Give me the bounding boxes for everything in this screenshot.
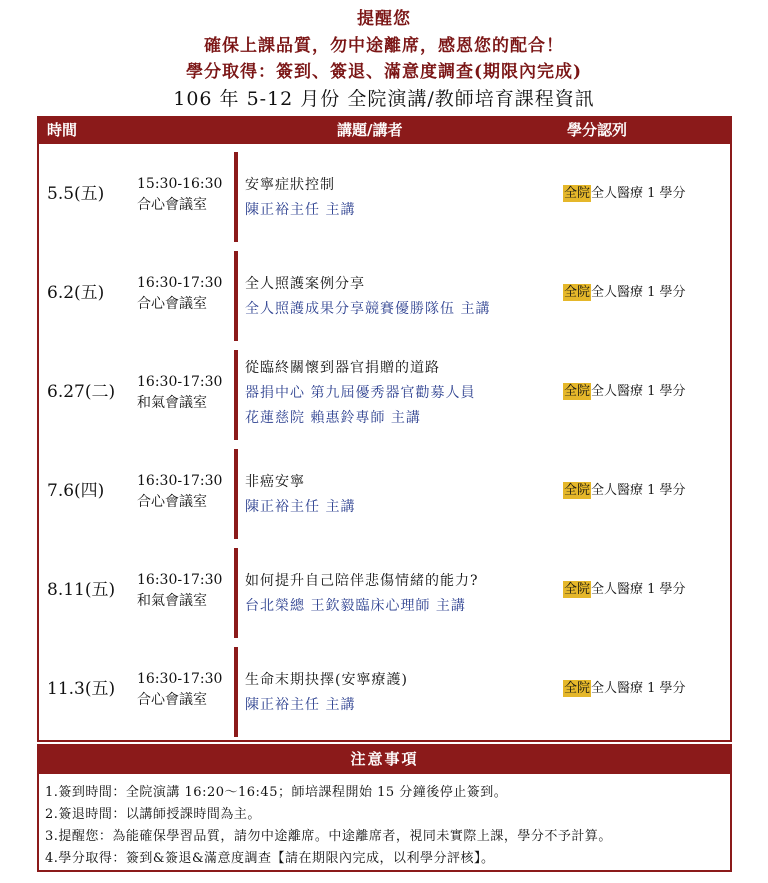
- header-topic: 講題/講者: [337, 121, 403, 139]
- course-credit: [563, 580, 686, 600]
- credit-text: 全人醫療 1 學分: [591, 582, 686, 597]
- course-date: 5.5(五): [47, 184, 105, 204]
- course-topic-block: [245, 569, 479, 619]
- note-item: 2.簽退時間：以講師授課時間為主。: [45, 807, 261, 822]
- course-credit: [563, 184, 686, 204]
- credit-badge: 全院: [564, 384, 591, 399]
- course-date: 8.11(五): [47, 580, 116, 600]
- course-credit: [563, 481, 686, 501]
- course-speaker: 花蓮慈院 賴惠鈴專師 主講: [245, 410, 421, 426]
- row-divider: [234, 251, 238, 341]
- course-room: 合心會議室: [137, 494, 207, 510]
- course-time: 16:30-17:30: [137, 473, 223, 489]
- credit-badge: 全院: [564, 681, 591, 696]
- table-row: [39, 245, 730, 344]
- course-room: 和氣會議室: [137, 593, 207, 609]
- course-credit: [563, 382, 686, 402]
- course-date: 6.2(五): [47, 283, 105, 303]
- course-speaker: 陳正裕主任 主講: [245, 697, 356, 713]
- course-date: 11.3(五): [47, 679, 116, 699]
- course-topic: 從臨終關懷到器官捐贈的道路: [245, 360, 440, 376]
- course-date: 6.27(二): [47, 382, 116, 402]
- course-date: 7.6(四): [47, 481, 105, 501]
- quality-reminder: 確保上課品質，勿中途離席，感恩您的配合！: [204, 36, 564, 56]
- course-room: 合心會議室: [137, 197, 207, 213]
- table-row: [39, 542, 730, 641]
- course-room: 合心會議室: [137, 296, 207, 312]
- course-speaker: 全人照護成果分享競賽優勝隊伍 主講: [245, 301, 491, 317]
- note-item: 3.提醒您：為能確保學習品質，請勿中途離席。中途離席者，視同未實際上課，學分不予計算。: [45, 829, 612, 844]
- course-time: 16:30-17:30: [137, 572, 223, 588]
- course-time: 16:30-17:30: [137, 671, 223, 687]
- credit-badge: 全院: [564, 186, 591, 201]
- row-divider: [234, 350, 238, 440]
- header-time: 時間: [47, 121, 78, 139]
- header-credit: 學分認列: [567, 121, 628, 139]
- page-title: 106 年 5-12 月份 全院演講/教師培育課程資訊: [173, 88, 595, 110]
- course-speaker: 陳正裕主任 主講: [245, 202, 356, 218]
- course-topic-block: [245, 272, 490, 322]
- course-topic-block: [245, 668, 408, 718]
- course-topic: 生命末期抉擇(安寧療護): [245, 672, 408, 688]
- table-row: [39, 443, 730, 542]
- course-room: 合心會議室: [137, 692, 207, 708]
- row-divider: [234, 449, 238, 539]
- credit-text: 全人醫療 1 學分: [591, 285, 686, 300]
- notes-title: 注意事項: [37, 744, 732, 774]
- row-divider: [234, 548, 238, 638]
- credit-text: 全人醫療 1 學分: [591, 186, 686, 201]
- table-row: [39, 146, 730, 245]
- course-speaker: 陳正裕主任 主講: [245, 499, 356, 515]
- course-time: 16:30-17:30: [137, 374, 223, 390]
- row-divider: [234, 647, 238, 737]
- table-header: [37, 116, 732, 144]
- credit-text: 全人醫療 1 學分: [591, 681, 686, 696]
- note-item: 1.簽到時間：全院演講 16:20～16:45；師培課程開始 15 分鐘後停止簽到。: [45, 785, 508, 800]
- course-topic-block: [245, 173, 355, 223]
- credit-text: 全人醫療 1 學分: [591, 483, 686, 498]
- table-row: [39, 641, 730, 740]
- note-item: 4.學分取得：簽到&簽退&滿意度調查【請在期限內完成，以利學分評核】。: [45, 851, 495, 866]
- credit-text: 全人醫療 1 學分: [591, 384, 686, 399]
- course-topic: 安寧症狀控制: [245, 177, 335, 193]
- course-table: [37, 116, 732, 742]
- course-room: 和氣會議室: [137, 395, 207, 411]
- course-topic-block: [245, 470, 355, 520]
- row-divider: [234, 152, 238, 242]
- table-row: [39, 344, 730, 443]
- course-topic: 如何提升自己陪伴悲傷情緒的能力?: [245, 573, 479, 589]
- course-credit: [563, 283, 686, 303]
- credit-badge: 全院: [564, 582, 591, 597]
- reminder-heading: 提醒您: [357, 9, 411, 29]
- course-time: 15:30-16:30: [137, 176, 223, 192]
- notes-box: [37, 774, 732, 872]
- credit-badge: 全院: [564, 483, 591, 498]
- course-speaker: 器捐中心 第九屆優秀器官勸募人員: [245, 385, 476, 401]
- credit-badge: 全院: [564, 285, 591, 300]
- credit-requirement: 學分取得：簽到、簽退、滿意度調查(期限內完成): [185, 62, 583, 82]
- course-topic: 全人照護案例分享: [245, 276, 365, 292]
- course-topic-block: [245, 356, 475, 431]
- course-speaker: 台北榮總 王欽毅臨床心理師 主講: [245, 598, 466, 614]
- course-topic: 非癌安寧: [245, 474, 305, 490]
- course-credit: [563, 679, 686, 699]
- course-time: 16:30-17:30: [137, 275, 223, 291]
